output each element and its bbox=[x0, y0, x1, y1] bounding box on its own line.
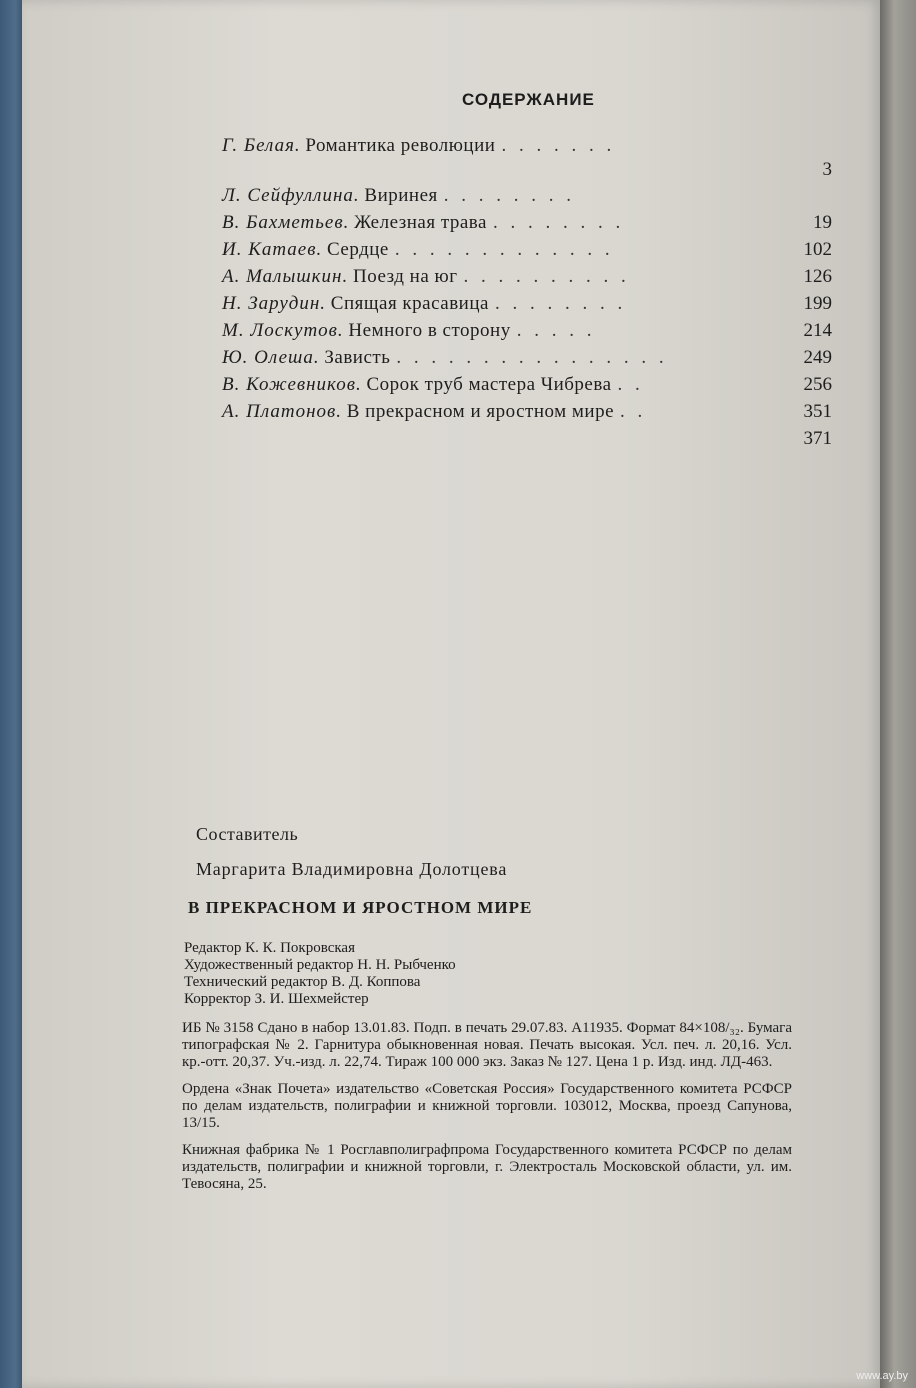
table-of-contents bbox=[222, 132, 832, 452]
toc-page-number: 199 bbox=[803, 293, 832, 314]
toc-page-number: 126 bbox=[803, 266, 832, 287]
toc-author: Г. Белая. bbox=[222, 135, 301, 156]
toc-entry bbox=[222, 263, 832, 290]
site-watermark: www.ay.by bbox=[856, 1370, 908, 1382]
toc-leader: . . bbox=[620, 401, 647, 422]
toc-author: Ю. Олеша. bbox=[222, 347, 320, 368]
editorial-staff bbox=[184, 940, 792, 1008]
toc-entry bbox=[222, 236, 832, 263]
toc-leader: . . . . . . . . bbox=[494, 293, 627, 314]
compiler-label: Составитель bbox=[196, 824, 299, 844]
toc-leader: . . . . . . . . . . . . . bbox=[394, 239, 614, 260]
staff-line: Художественный редактор Н. Н. Рыбченко bbox=[184, 957, 456, 973]
printer-info: Книжная фабрика № 1 Росглавполиграфпрома Государственного комитета РСФСР по делам издательств, полиграфии и книжной торговли, г. Электросталь Московской области, ул. им. Тевосяна, 25. bbox=[182, 1142, 792, 1192]
page-stack-edge bbox=[880, 0, 916, 1388]
toc-author: И. Катаев. bbox=[222, 239, 323, 260]
toc-author: А. Малышкин. bbox=[222, 266, 349, 287]
toc-page-number: 102 bbox=[803, 239, 832, 260]
toc-author: В. Бахметьев. bbox=[222, 212, 350, 233]
toc-leader: . . . . . . . . . . bbox=[463, 266, 630, 287]
toc-entry bbox=[222, 182, 832, 209]
toc-entry bbox=[222, 317, 832, 344]
toc-entry bbox=[222, 290, 832, 317]
toc-leader: . . . . . . . . . . . . . . . . bbox=[396, 347, 668, 368]
toc-entry bbox=[222, 425, 832, 452]
toc-title: Железная трава bbox=[354, 212, 487, 233]
toc-page-number: 351 bbox=[803, 401, 832, 422]
toc-leader: . . bbox=[617, 374, 644, 395]
toc-entry bbox=[222, 132, 832, 182]
toc-author: Н. Зарудин. bbox=[222, 293, 327, 314]
imprint-details: ИБ № 3158 Сдано в набор 13.01.83. Подп. в печать 29.07.83. А11935. Формат 84×108/₃₂. Бумага типографская № 2. Гарнитура обыкновенная новая. Печать высокая. Усл. печ. л. 20,16. Усл. кр.-отт. 20,37. Уч.-изд. л. 22,74. Тираж 100 000 экз. Заказ № 127. Цена 1 р. Изд. инд. ЛД-463. bbox=[182, 1020, 792, 1070]
toc-author: А. Платонов. bbox=[222, 401, 342, 422]
toc-title: Романтика революции bbox=[305, 135, 496, 156]
colophon bbox=[182, 824, 792, 1193]
toc-entry bbox=[222, 371, 832, 398]
toc-entry bbox=[222, 209, 832, 236]
toc-author: М. Лоскутов. bbox=[222, 320, 344, 341]
toc-leader: . . . . . . . bbox=[501, 135, 616, 156]
toc-title: Немного в сторону bbox=[348, 320, 511, 341]
book-page bbox=[22, 0, 882, 1388]
toc-heading: СОДЕРЖАНИЕ bbox=[462, 90, 595, 109]
toc-author: Л. Сейфуллина. bbox=[222, 185, 360, 206]
toc-title: Виринея bbox=[364, 185, 438, 206]
toc-leader: . . . . . bbox=[516, 320, 596, 341]
toc-title: В прекрасном и яростном мире bbox=[346, 401, 615, 422]
toc-title: Зависть bbox=[324, 347, 391, 368]
staff-line: Корректор З. И. Шехмейстер bbox=[184, 991, 369, 1007]
toc-page-number: 256 bbox=[803, 374, 832, 395]
toc-entry bbox=[222, 344, 832, 371]
toc-title: Сердце bbox=[326, 239, 389, 260]
toc-page-number: 3 bbox=[822, 159, 832, 180]
toc-title: Поезд на юг bbox=[352, 266, 458, 287]
toc-page-number: 371 bbox=[803, 428, 832, 449]
toc-title: Спящая красавица bbox=[330, 293, 489, 314]
publisher-info: Ордена «Знак Почета» издательство «Советская Россия» Государственного комитета РСФСР по делам издательств, полиграфии и книжной торговли. 103012, Москва, проезд Сапунова, 13/15. bbox=[182, 1081, 792, 1131]
staff-line: Редактор К. К. Покровская bbox=[184, 940, 355, 956]
toc-entry bbox=[222, 398, 832, 425]
toc-leader: . . . . . . . . bbox=[443, 185, 575, 206]
staff-line: Технический редактор В. Д. Коппова bbox=[184, 974, 421, 990]
book-title: В ПРЕКРАСНОМ И ЯРОСТНОМ МИРЕ bbox=[188, 898, 533, 917]
toc-page-number: 19 bbox=[813, 212, 832, 233]
toc-author: В. Кожевников. bbox=[222, 374, 362, 395]
compiler-name: Маргарита Владимировна Долотцева bbox=[196, 859, 508, 879]
toc-page-number: 249 bbox=[803, 347, 832, 368]
toc-leader: . . . . . . . . bbox=[492, 212, 625, 233]
toc-title: Сорок труб мастера Чибрева bbox=[366, 374, 612, 395]
toc-page-number: 214 bbox=[803, 320, 832, 341]
